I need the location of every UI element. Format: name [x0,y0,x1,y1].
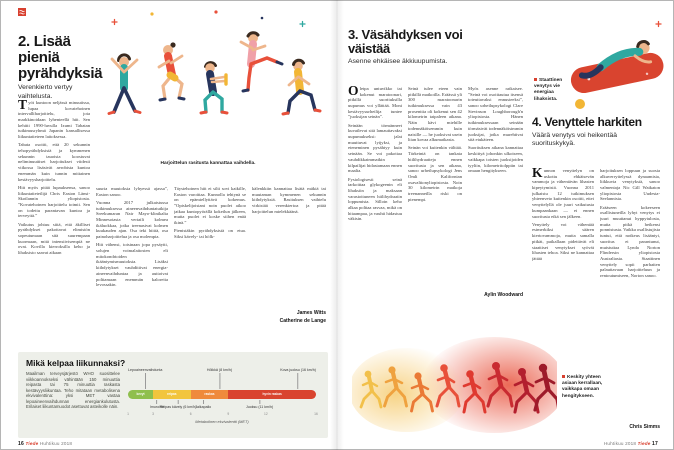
met-point-label: Kova juoksu (16 km/h) [280,368,316,389]
issue-label: Huhtikuu 2018 [39,441,73,446]
paragraph: Hiit myös pitää lupauksensa, sanoo liikuntatieteilijä Chris Easton Länsi-Skotlannin yliopistosta. ”Kovatehoinen harjoittelu toimii. Sen on todettu parantavan kuntoa ja terveyttä.” [18,184,90,219]
paragraph: Seinän voi kuitenkin välttää. Tärkeintä on tankata hiilihydraatteja ennen suoritusta ja sen aikana, sanoo urheilupsykologi Jens Omli Kalifornian osavaltionyliopistosta. Noin 30 kilometrin matkoja treenanneilla riski on pienempi. [408,145,462,202]
dropcap: K [532,168,543,180]
paragraph: Fysiologisesti seinä tarkoittaa glykogeenin eli lihaksiin ja maksaan varastoituneen hiilihydraatin loppumista. Silloin keho alkaa polttaa rasvaa, mikä on hitaampaa, ja vauhti hidastuu väkisin. [348,176,402,222]
infobox-intro: Maailman terveysjärjestö WHO suosittelee viikkoannokseksi vähintään 150 minuuttia reipasta tai 75 minuuttia raskasta kestävyysliikuntaa. Teho mitataan metabolisena ekvivalenttina: yksi MET vastaa lepoaineenvaihdunnan energiankulutusta. Erilaiset liikuntamuodot asettuvat asteikolle näin. [26,371,120,409]
met-tick: 9 [227,412,230,416]
paragraph: Työt kuntoon neljässä minuutissa, lupaa kovatehoinen intervalliharjoittelu, jota markkinoidaan lyhenteellä hiit. Sen kehitti 1990-luvulla Izumi Tabatan tutkimusryhmä Japanin kansallisessa liikuntatieteen laitoksessa. [18,100,90,140]
met-tick: 12 [264,412,268,416]
met-point-label: Reipas kävely (6 km/h) [160,400,197,409]
article2-subtitle: Verenkierto vertyy vaihtelusta. [18,84,73,100]
byline: James Witts [296,310,326,316]
paragraph: Tabata osoitti, että 20 sekunnin tehopyrähdyksistä ja kymmenen sekunnin tauoista koostuvat neliminuuttiset harjoitukset viidesti viikossa lisäsivät aerobista kuntoa enemmän kuin tunnin mittainen kestävyysharjoittelu. [18,142,90,182]
infobox-title: Mikä kelpaa liikunnaksi? [26,358,126,368]
article3-column-3 [468,86,523,286]
article3-column-1 [348,86,402,326]
article2-column-4 [252,186,326,306]
paragraph: Venyttely voi vähentää esimerkiksi säären kiertovammoja, mutta samalla pitkät, paikallaan pidettävät eli staattiset venytykset syövät lihasten tehoa. Siksi ne kannattaa jättää [532,221,594,261]
paragraph: suuria muutoksia lyhyessä ajassa”, Easton sanoo. [96,186,168,197]
article2-column-2 [96,186,168,344]
met-zone: reipas [153,390,191,399]
paragraph: Vaikutus johtuu siitä, että äkilliset pyrähdykset pakottavat elimistön sopeutumaan sitä suurempaan kuormaan, mitä intensiivisempiä ne ovat. Kovilla kierroksilla keho ja lihaksisto saavat aikaan [18,221,90,255]
section-marker-icon [18,8,26,16]
article4-subtitle: Väärä venytys voi heikentää suorituskykyä. [532,131,618,148]
met-zone: kevyt [128,390,153,399]
paragraph: Vuonna 2017 julkaistussa tutkimuksessa aineenvaihduntatutkija Sreekumaran Nair Mayo-klinikalta Minnesotasta vertaili kolmea ikäluokkaa, jotka treenasivat kolmen kuukauden ajan. Osa teki hiittä, osa painoharjoittelua ja osa molempia. [96,199,168,240]
met-axis-label: Metabolinen ekvivalentti (MET) [195,419,249,424]
dropcap: O [348,86,359,98]
met-point-label: Hölkkä (8 km/h) [207,368,232,389]
paragraph: Täystehoinen hiit ei silti sovi kaikille, Easton varoittaa. Kunnolla tehtynä se on epämiellyttävä kokemus. ”Opiskelijoistani noin puolet aikoo jatkaa kuntopyörällä kokeilun jälkeen, mutta puolet ei koske siihen enää ikinä.” [174,186,246,226]
met-zone: raskas [191,390,229,399]
paragraph: Hiit vähensi, toisinaan jopa pysäytti, solujen voimalaitosten eli mitokondrioiden ikääntymismuutoksia. Lisäksi kiihdytykset vauhdittivat energia-aineenvaihduntaa ja auttoivat polttamaan enemmän kaloreita levossakin. [96,242,168,288]
paragraph: Kunnon venyttelyn on uskottu ehkäisevän vammoja ja vähentävän lihasten kipeytymistä. Vuonna 2011 julkaistu 12 tutkimuksen yhteenveto kuitenkin osoitti, ettei venyttelyllä ole juuri vaikutusta kumpaankaan — ei ennen suoritusta eikä sen jälkeen. [532,168,594,219]
article3-column-2 [408,86,462,326]
stretch-caption: Staattinen venytys vie energiaa lihaksista. [534,78,563,102]
exercise-illustration [94,6,328,158]
met-tick: 3 [152,412,154,416]
paragraph: Seinä tulee eteen vain pitkillä matkoilla. Eräässä yli 300 maratoonarin tutkimuksessa vain 43 prosenttia oli kokenut sen 42 kilometrin taipaleen aikana. Näin kävi miehille todennäköisemmin kuin naisille — he juoksivat usein liian kovaa alkumatkasta. [408,86,462,143]
paragraph: harjoituksen loppuun ja suosia alkuverryttelyssä dynaamisia, liikkuvia venytyksiä, sanoo valmentaja Nic Gill Waikaton yliopistosta Uudesta-Seelannista. [600,168,660,202]
article4-headline: 4. Venyttele harkiten [532,115,642,129]
paragraph: Pienistäkin pyrähdyksistä on etua. Siksi kävely- tai hölk- [174,228,246,240]
article4-column-1 [532,168,594,420]
magazine-brand: Tiede [637,441,651,446]
issue-label: Huhtikuu 2018 [603,441,637,446]
paragraph: Suorituksen aikana kannattaa keskittyä johonkin ulkoiseen, vaikkapa toisten juoksijoiden tyyliin, kilometritolppiin tai omaan hengitykseen. [468,145,523,174]
exercise-caption: Harjoittelun rasitusta kannattaa vaihdella. [160,161,256,166]
article3-header [348,28,473,67]
byline: Catherine de Lange [279,317,326,324]
paragraph: Erääseen kokeeseen osallistuneilla lyhyt venytys ei juuri muuttanut hyppytulosta, mutta pitkä heikensi ponnistusta. Vaikka osallistujista tuntui, että notkeus lisääntyi, suoritus ei parantunut, muistuttaa Lynda Norton Flindersin yliopistosta Australiasta. Staattinen venyttely sopii parhaiten palauttavaan harjoitteluun ja rentoutumiseen, Norton sanoo. [600,204,660,278]
met-zone: hyvin raskas [228,390,316,399]
paragraph: Seinään törmänneet kuvailevat sitä lamauttavaksi uupumukseksi: jalat muuttuvat lyijyksi, ja eteneminen pysähtyy kuin seinään. Se voi pakottaa vauhdikkaimmatkin kilpailijat hidastamaan ennen maalia. [348,122,402,174]
page-number: 17 [652,441,658,447]
page-fold [330,0,344,450]
runners-illustration [352,330,557,436]
footer-left [18,441,72,447]
magazine-brand: Tiede [25,441,39,446]
article2-headline: 2. Lisää pieniä pyrähdyksiä [18,33,103,82]
article3-byline: Aylin Woodward [484,292,523,298]
met-bar [128,390,316,399]
met-point-label: Juoksu (11 km/h) [246,400,273,409]
met-tick: 1 [127,412,129,416]
article2-column-3 [174,186,246,344]
paragraph: Oletpa untuvikko tai kokenut maratoonari, pitkillä suorituksilla uupumus voi yllättää. Moni kestävyysurheilija tuntee ”juoksijan seinän”. [348,86,402,120]
article3-subtitle: Asenne ehkäisee äkkiuupumista. [348,58,448,66]
paragraph: Myös asenne ratkaisee. ”Seinä voi osoittautua itsensä toteuttavaksi ennusteeksi”, sanoo urheilupsykologi Clare Stevinson Loughborough'n yliopistosta. Hänen tutkimuksessaan seinään törmäsivät todennäköisimmin juoksijat, jotka murehtivat sitä etukäteen. [468,86,523,143]
page-number: 16 [18,441,24,447]
article4-column-2 [600,168,660,420]
met-point-label: Jalkapallo [195,400,211,409]
met-tick: 16 [314,412,318,416]
article2-bylines [252,310,326,325]
footer-right [604,441,658,447]
paragraph: kälenkkiin kannattaa lisätä mäkiä tai muutaman kymmenen sekunnin kiihdytyksiä. Rasituksen vaihtelu virkistää verenkiertoa ja pitää harjoittelun mielekkäänä. [252,186,326,214]
met-tick: 6 [189,412,192,416]
caption-bullet-icon [534,78,537,81]
met-chart [128,364,316,432]
stretching-illustration [568,14,666,116]
article4-header [532,116,652,149]
article2-column-1 [18,100,90,346]
met-infobox [18,352,328,438]
article4-byline: Chris Simms [629,424,660,430]
met-point-label: Imurointi [150,400,164,409]
runners-caption: Keskity yhteen asiaan kerrallaan, vaikkapa omaan hengitykseen. [562,375,603,399]
dropcap: T [18,100,28,112]
met-point-label: Lepoaineenvaihdunta [128,368,162,389]
article2-header [18,33,103,101]
article3-headline: 3. Väsähdyksen voi väistää [348,27,463,56]
